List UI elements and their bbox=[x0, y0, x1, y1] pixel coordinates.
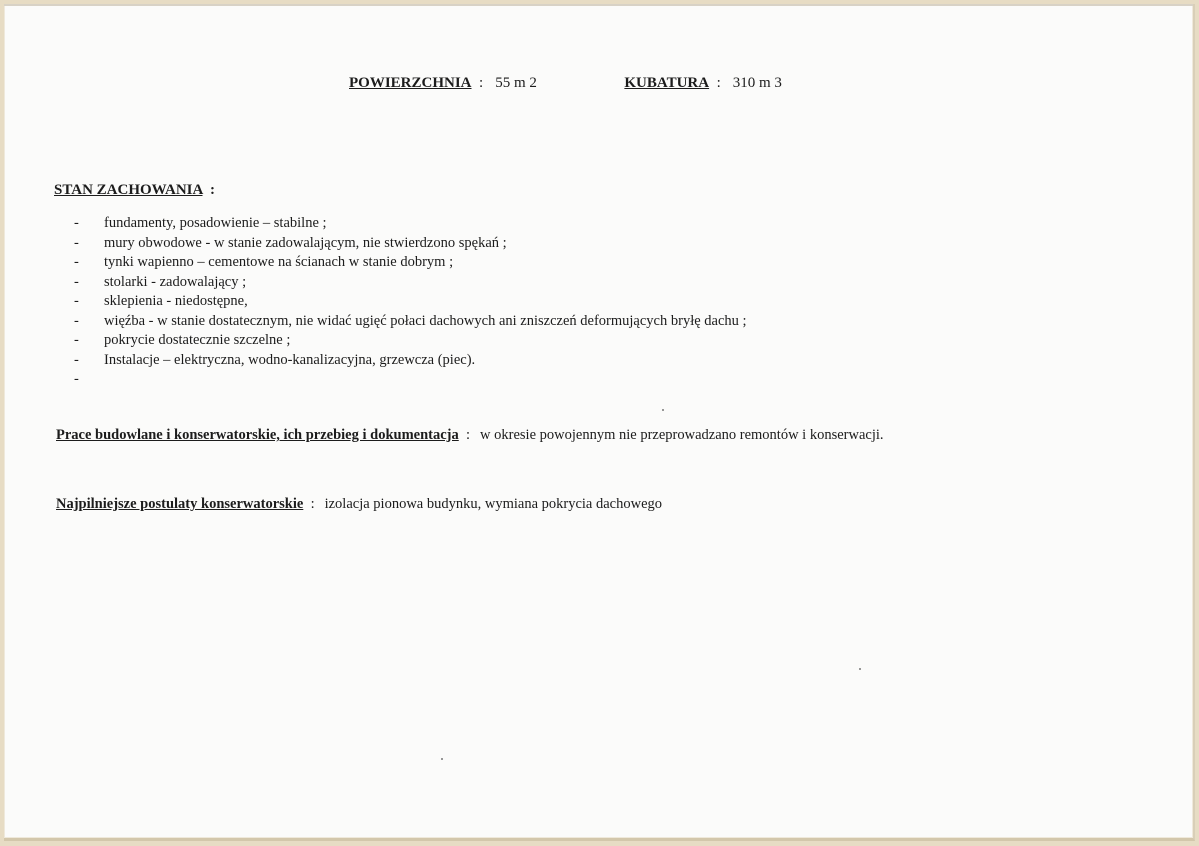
list-dash: - bbox=[74, 371, 79, 387]
scan-speck bbox=[441, 758, 443, 760]
list-dash: - bbox=[74, 254, 79, 270]
document-page bbox=[4, 4, 1195, 841]
state-section-title: STAN ZACHOWANIA : bbox=[54, 182, 215, 198]
state-item-text: stolarki - zadowalający ; bbox=[104, 273, 247, 290]
volume-colon: : bbox=[709, 75, 721, 91]
state-list-item bbox=[74, 370, 747, 390]
area-label: POWIERZCHNIA bbox=[349, 75, 472, 91]
postulates-label: Najpilniejsze postulaty konserwatorskie bbox=[56, 496, 304, 512]
state-item-text: sklepienia - niedostępne, bbox=[104, 293, 248, 309]
list-dash: - bbox=[74, 312, 79, 329]
area-value: 55 m 2 bbox=[495, 75, 537, 91]
postulates-line: Najpilniejsze postulaty konserwatorskie : izolacja pionowa budynku, wymiana pokrycia dachowego bbox=[56, 496, 663, 512]
works-value: w okresie powojennym nie przeprowadzano remontów i konserwacji. bbox=[480, 427, 884, 443]
scan-speck bbox=[859, 668, 861, 670]
state-list-item bbox=[74, 331, 747, 351]
state-item-text: Instalacje – elektryczna, wodno-kanalizacyjna, grzewcza (piec). bbox=[104, 351, 476, 368]
list-dash: - bbox=[74, 351, 79, 368]
volume-label: KUBATURA bbox=[624, 75, 710, 91]
state-list-item bbox=[74, 253, 747, 273]
postulates-value: izolacja pionowa budynku, wymiana pokrycia dachowego bbox=[324, 496, 663, 512]
list-dash: - bbox=[74, 215, 79, 231]
list-dash: - bbox=[74, 234, 79, 251]
list-dash: - bbox=[74, 332, 79, 348]
state-list-item bbox=[74, 273, 747, 293]
volume-value: 310 m 3 bbox=[732, 75, 782, 91]
works-line: Prace budowlane i konserwatorskie, ich przebieg i dokumentacja : w okresie powojennym nie przeprowadzano remontów i konserwacji. bbox=[56, 427, 884, 443]
scan-edge-line bbox=[4, 4, 1193, 6]
state-list bbox=[74, 214, 747, 390]
works-label: Prace budowlane i konserwatorskie, ich przebieg i dokumentacja bbox=[56, 427, 459, 443]
area-colon: : bbox=[471, 75, 484, 91]
state-list-item bbox=[74, 292, 747, 312]
state-list-item bbox=[74, 214, 747, 234]
state-list-item bbox=[74, 234, 747, 254]
state-item-text: fundamenty, posadowienie – stabilne ; bbox=[104, 215, 327, 231]
state-list-item bbox=[74, 351, 747, 371]
state-item-text: mury obwodowe - w stanie zadowalającym, nie stwierdzono spękań ; bbox=[104, 234, 507, 251]
scan-speck bbox=[662, 409, 664, 411]
list-dash: - bbox=[74, 293, 79, 309]
measurements-line bbox=[349, 75, 782, 92]
state-item-text: pokrycie dostatecznie szczelne ; bbox=[104, 332, 291, 348]
state-item-text: więźba - w stanie dostatecznym, nie widać ugięć połaci dachowych ani zniszczeń deformujących bryłę dachu ; bbox=[104, 312, 747, 329]
list-dash: - bbox=[74, 273, 79, 290]
state-list-item bbox=[74, 312, 747, 332]
state-item-text: tynki wapienno – cementowe na ścianach w stanie dobrym ; bbox=[104, 254, 454, 270]
